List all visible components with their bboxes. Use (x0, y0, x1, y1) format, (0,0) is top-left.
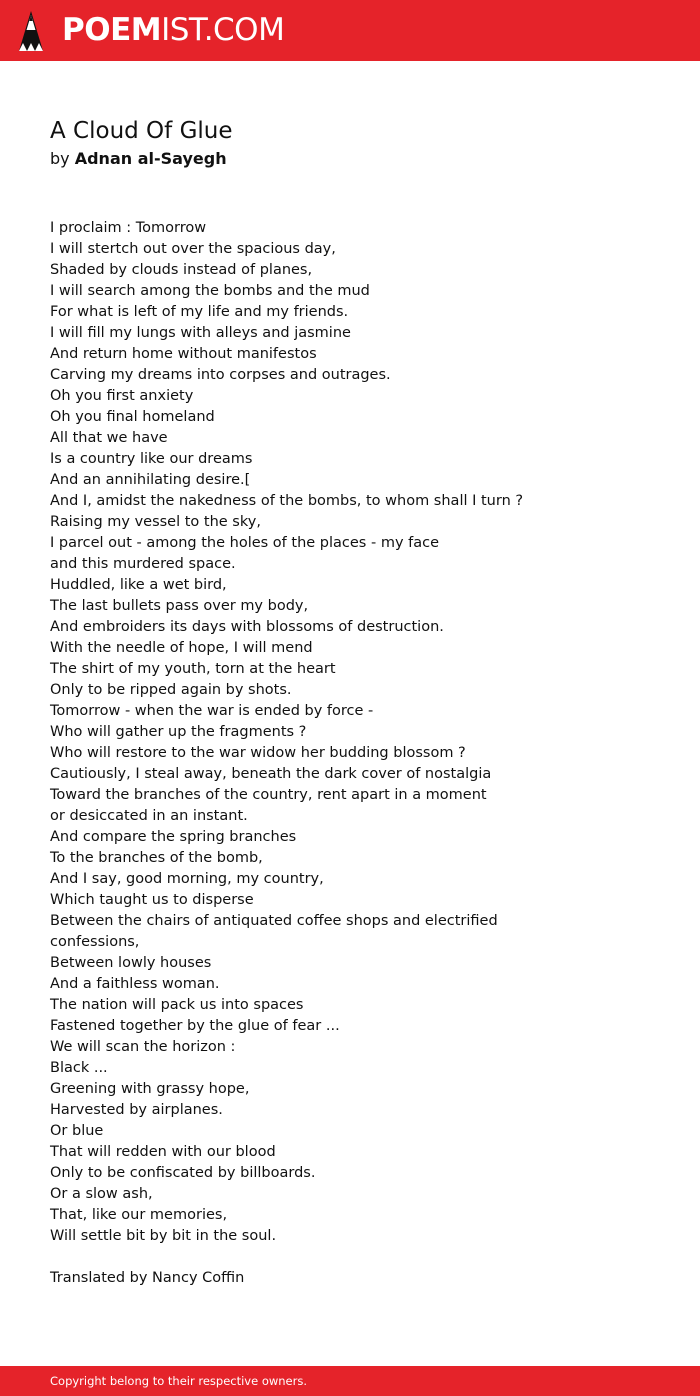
poem-line: I will search among the bombs and the mud (50, 283, 370, 299)
brand-light: IST.COM (161, 12, 285, 48)
poem-line: The last bullets pass over my body, (50, 598, 309, 614)
poem-line: And I, amidst the nakedness of the bombs, to whom shall I turn ? (50, 493, 524, 509)
poem-line: and this murdered space. (50, 556, 236, 572)
poem-line: And embroiders its days with blossoms of destruction. (50, 619, 444, 635)
poem-line: confessions, (50, 934, 140, 950)
poem-line: And compare the spring branches (50, 829, 297, 845)
poem-line: Harvested by airplanes. (50, 1102, 223, 1118)
poem-line: Which taught us to disperse (50, 892, 254, 908)
site-footer (0, 1366, 700, 1396)
poem-line: With the needle of hope, I will mend (50, 640, 313, 656)
poem-line: Fastened together by the glue of fear ... (50, 1018, 340, 1034)
poem-line: Greening with grassy hope, (50, 1081, 250, 1097)
copyright-text: Copyright belong to their respective owners. (50, 1374, 308, 1388)
poem-line: Cautiously, I steal away, beneath the dark cover of nostalgia (50, 766, 492, 782)
poem-line: Or a slow ash, (50, 1186, 153, 1202)
poem-line: I will stertch out over the spacious day, (50, 241, 336, 257)
poem-line: That, like our memories, (50, 1207, 228, 1223)
poem-line: For what is left of my life and my friends. (50, 304, 349, 320)
poem-line: And I say, good morning, my country, (50, 871, 324, 887)
poem-line: Tomorrow - when the war is ended by force - (50, 703, 374, 719)
poem-line: Between the chairs of antiquated coffee shops and electrified (50, 913, 498, 929)
poem-line: Only to be ripped again by shots. (50, 682, 292, 698)
poem-line: Is a country like our dreams (50, 451, 253, 467)
poem-line: Toward the branches of the country, rent apart in a moment (50, 787, 487, 803)
poem-line: or desiccated in an instant. (50, 808, 248, 824)
poem-title: A Cloud Of Glue (50, 118, 233, 144)
poem-byline (50, 148, 227, 170)
poem-line: All that we have (50, 430, 168, 446)
poem-line: Oh you final homeland (50, 409, 215, 425)
poem-line: And return home without manifestos (50, 346, 317, 362)
poem-line: That will redden with our blood (50, 1144, 276, 1160)
poem-line: Between lowly houses (50, 955, 212, 971)
site-logo-text[interactable] (62, 12, 284, 48)
poem-line: Will settle bit by bit in the soul. (50, 1228, 277, 1244)
poem-line: Carving my dreams into corpses and outrages. (50, 367, 391, 383)
poem-line: The shirt of my youth, torn at the heart (50, 661, 336, 677)
poem-line: Oh you first anxiety (50, 388, 194, 404)
poem-line: Who will restore to the war widow her budding blossom ? (50, 745, 466, 761)
poem-line: And an annihilating desire.[ (50, 472, 251, 488)
poem-body (50, 218, 670, 1247)
poem-line: Only to be confiscated by billboards. (50, 1165, 316, 1181)
poem-line: Huddled, like a wet bird, (50, 577, 227, 593)
by-label: by (50, 149, 70, 168)
poem-line: Shaded by clouds instead of planes, (50, 262, 313, 278)
poem-line: Black ... (50, 1060, 108, 1076)
poem-line: To the branches of the bomb, (50, 850, 263, 866)
author-name: Adnan al-Sayegh (74, 149, 227, 168)
poem-line: Raising my vessel to the sky, (50, 514, 261, 530)
poem-line: I will fill my lungs with alleys and jasmine (50, 325, 351, 341)
poem-line: We will scan the horizon : (50, 1039, 236, 1055)
translator-credit: Translated by Nancy Coffin (50, 1270, 245, 1286)
site-header (0, 0, 700, 61)
poem-line: Who will gather up the fragments ? (50, 724, 307, 740)
poem-line: And a faithless woman. (50, 976, 220, 992)
poem-line: I parcel out - among the holes of the places - my face (50, 535, 440, 551)
poem-line: The nation will pack us into spaces (50, 997, 304, 1013)
brand-bold: POEM (62, 12, 162, 48)
poem-line: I proclaim : Tomorrow (50, 220, 207, 236)
pencil-tip-icon[interactable] (18, 10, 44, 52)
poem-line: Or blue (50, 1123, 104, 1139)
